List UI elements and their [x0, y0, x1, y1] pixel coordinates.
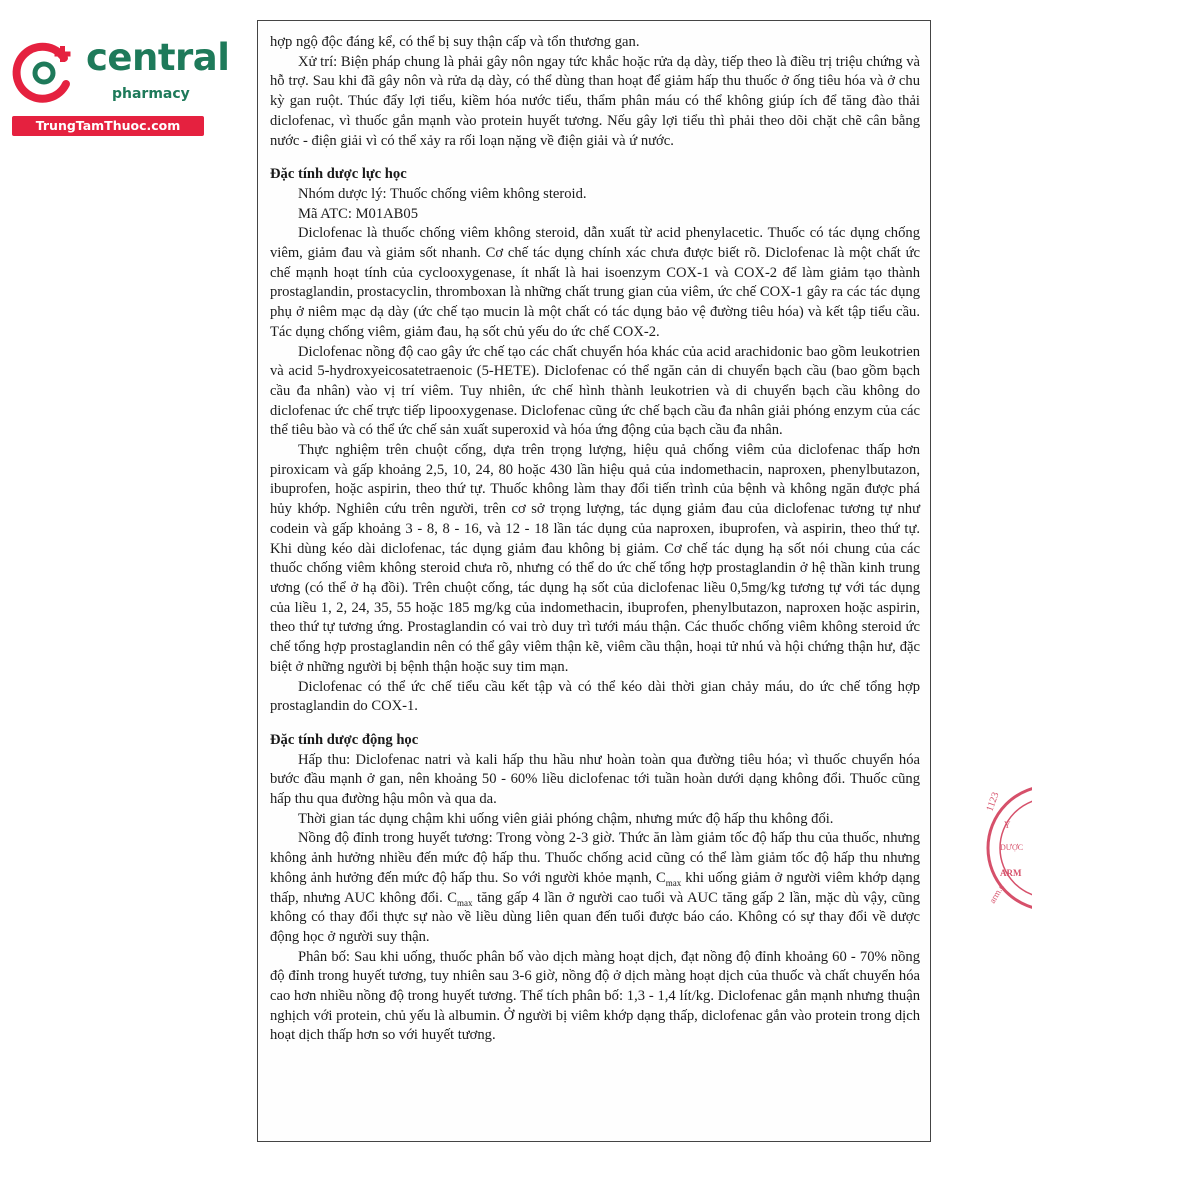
- peak-text-b: khi uống giảm ở người viêm khớp dạng thấp, nhưng AUC không đổi. C: [270, 869, 920, 906]
- central-pharmacy-logo[interactable]: [10, 36, 230, 138]
- peak-text-c: tăng gấp 4 lần ở người cao tuổi và AUC tăng gấp 2 lần, mặc dù vậy, cũng không có thay đổi thực sự nào về liều dùng liên quan đến tuổi được báo cáo. Không có sự thay đổi về dược động học ở người suy thận.: [270, 889, 920, 945]
- duration-paragraph: Thời gian tác dụng chậm khi uống viên giải phóng chậm, nhưng mức độ hấp thu không đổi.: [298, 810, 834, 827]
- pharmacodynamics-paragraph-1: Diclofenac là thuốc chống viêm không steroid, dẫn xuất từ acid phenylacetic. Thuốc có tác dụng chống viêm, giảm đau và giảm sốt nhanh. Cơ chế tác dụng chính xác chưa được biết rõ. Diclofenac là một chất ức chế mạnh hoạt tính của cyclooxygenase, ít nhất là hai isoenzym COX-1 và COX-2 để làm giảm tạo thành prostaglandin, prostacyclin, thromboxan là những chất trung gian của viêm, ức chế COX-1 gây ra các tác dụng phụ ở niêm mạc dạ dày (ức chế tạo mucin là một chất có tác dụng bảo vệ đường tiêu hóa) và kết tập tiểu cầu. Tác dụng chống viêm, giảm đau, hạ sốt chủ yếu do ức chế COX-2.: [270, 225, 920, 340]
- company-stamp: [972, 778, 1032, 918]
- atc-code: Mã ATC: M01AB05: [298, 205, 419, 222]
- stamp-text: ARM: [1000, 868, 1022, 878]
- logo-brand-name: central: [86, 36, 230, 79]
- cmax-subscript: max: [457, 897, 473, 908]
- distribution-paragraph: Phân bố: Sau khi uống, thuốc phân bố vào dịch màng hoạt dịch, đạt nồng độ đỉnh khoảng 60 - 70% nồng độ đỉnh trong huyết tương, tuy nhiên sau 3-6 giờ, nồng độ ở dịch màng hoạt dịch của thuốc và chất chuyển hóa cao hơn nhiều nồng độ trong huyết tương. Thể tích phân bố: 1,3 - 1,4 lít/kg. Diclofenac gắn mạnh nhưng thuận nghịch với protein, chủ yếu là albumin. Ở người bị viêm khớp dạng thấp, diclofenac gắn vào protein trong dịch hoạt dịch thấp hơn so với huyết tương.: [270, 948, 920, 1044]
- pharmacy-cross-icon: [10, 38, 80, 108]
- peak-text-a: Nồng độ đỉnh trong huyết tương: Trong vòng 2-3 giờ. Thức ăn làm giảm tốc độ hấp thu của thuốc, nhưng không ảnh hưởng nhiều đến mức độ hấp thu. Thuốc chống acid cũng có thể làm giảm tốc độ hấp thu nhưng không ảnh hưởng đến mức độ hấp thu. So với người khỏe mạnh, C: [270, 830, 920, 886]
- peak-concentration-paragraph: [270, 829, 920, 947]
- treatment-paragraph: Xử trí: Biện pháp chung là phải gây nôn ngay tức khắc hoặc rửa dạ dày, tiếp theo là điều trị triệu chứng và hỗ trợ. Sau khi đã gây nôn và rửa dạ dày, có thể dùng than hoạt để giảm hấp thu thuốc ở ống tiêu hóa và ở chu kỳ gan ruột. Thúc đẩy lợi tiểu, kiềm hóa nước tiểu, thẩm phân máu có thể không giúp ích để tăng đào thải diclofenac, vì thuốc gắn mạnh vào protein huyết tương. Nếu gây lợi tiểu thì phải theo dõi chặt chẽ cân bằng nước - điện giải vì có thể xảy ra rối loạn nặng về điện giải và ứ nước.: [270, 53, 920, 149]
- document-body: [270, 33, 920, 1046]
- stamp-text: DƯỢC: [1000, 843, 1024, 852]
- stamp-text: Y: [1004, 820, 1011, 830]
- pharmacodynamics-paragraph-4: Diclofenac có thể ức chế tiểu cầu kết tập và có thể kéo dài thời gian chảy máu, do ức chế tổng hợp prostaglandin do COX-1.: [270, 678, 920, 715]
- overdose-tail-text: hợp ngộ độc đáng kể, có thể bị suy thận cấp và tổn thương gan.: [270, 34, 640, 50]
- pharmacological-group: Nhóm dược lý: Thuốc chống viêm không steroid.: [298, 185, 587, 202]
- logo-website-badge[interactable]: TrungTamThuoc.com: [12, 116, 204, 136]
- stamp-text: arm.c: [987, 882, 1006, 905]
- document-page: [257, 20, 931, 1142]
- logo-subtitle: pharmacy: [112, 86, 190, 102]
- absorption-paragraph: Hấp thu: Diclofenac natri và kali hấp thu hầu như hoàn toàn qua đường tiêu hóa; vì thuốc chuyển hóa bước đầu mạnh ở gan, nên khoảng 50 - 60% liều diclofenac tới tuần hoàn dưới dạng không đổi. Thuốc cũng hấp thu qua đường hậu môn và qua da.: [270, 751, 920, 808]
- pharmacodynamics-paragraph-2: Diclofenac nồng độ cao gây ức chế tạo các chất chuyển hóa khác của acid arachidonic bao gồm leukotrien và acid 5-hydroxyeicosatetraenoic (5-HETE). Diclofenac có thể ngăn cản di chuyển bạch cầu (bao gồm bạch cầu đa nhân) vào vị trí viêm. Tuy nhiên, ức chế hình thành leukotrien và di chuyển bạch cầu không do diclofenac ức chế trực tiếp lipooxygenase. Diclofenac cũng ức chế bạch cầu đa nhân giải phóng enzym của các thể tiêu bào và có thể ức chế sản xuất superoxid và hóa ứng động của bạch cầu đa nhân.: [270, 343, 920, 439]
- pharmacodynamics-heading: Đặc tính dược lực học: [270, 166, 407, 183]
- cmax-subscript: max: [665, 877, 682, 888]
- stamp-text: 1123: [984, 790, 1002, 814]
- pharmacokinetics-heading: Đặc tính dược động học: [270, 731, 419, 748]
- pharmacodynamics-paragraph-3: Thực nghiệm trên chuột cống, dựa trên trọng lượng, hiệu quả chống viêm của diclofenac thấp hơn piroxicam và gấp khoảng 2,5, 10, 24, 80 hoặc 430 lần hiệu quả của indomethacin, naproxen, phenylbutazon, ibuprofen, hoặc aspirin, theo thứ tự. Thuốc không làm thay đổi tiến trình của bệnh và không ngăn được phá hủy khớp. Nghiên cứu trên người, trên cơ sở trọng lượng, tác dụng giảm đau của diclofenac tương tự như codein và gấp khoảng 3 - 8, 8 - 16, và 12 - 18 lần tác dụng của naproxen, ibuprofen, và aspirin, theo thứ tự. Khi dùng kéo dài diclofenac, tác dụng giảm đau không bị giảm. Cơ chế tác dụng hạ sốt nói chung của các thuốc chống viêm không steroid chưa rõ, nhưng có thể do ức chế tổng hợp prostaglandin ở hệ thần kinh trung ương (có thể ở hạ đồi). Trên chuột cống, tác dụng hạ sốt của diclofenac liều 0,5mg/kg tương tự với tác dụng của liều 1, 2, 24, 35, 55 hoặc 185 mg/kg của indomethacin, ibuprofen, phenylbutazon, naproxen hoặc aspirin, theo thứ tự tương ứng. Prostaglandin có vai trò duy trì tưới máu thận. Các thuốc chống viêm không steroid ức chế tổng hợp prostaglandin nên có thể gây viêm thận kẽ, viêm cầu thận, hoại tử nhú và hội chứng thận hư, đặc biệt ở những người bị bệnh thận hoặc suy tim mạn.: [270, 442, 920, 675]
